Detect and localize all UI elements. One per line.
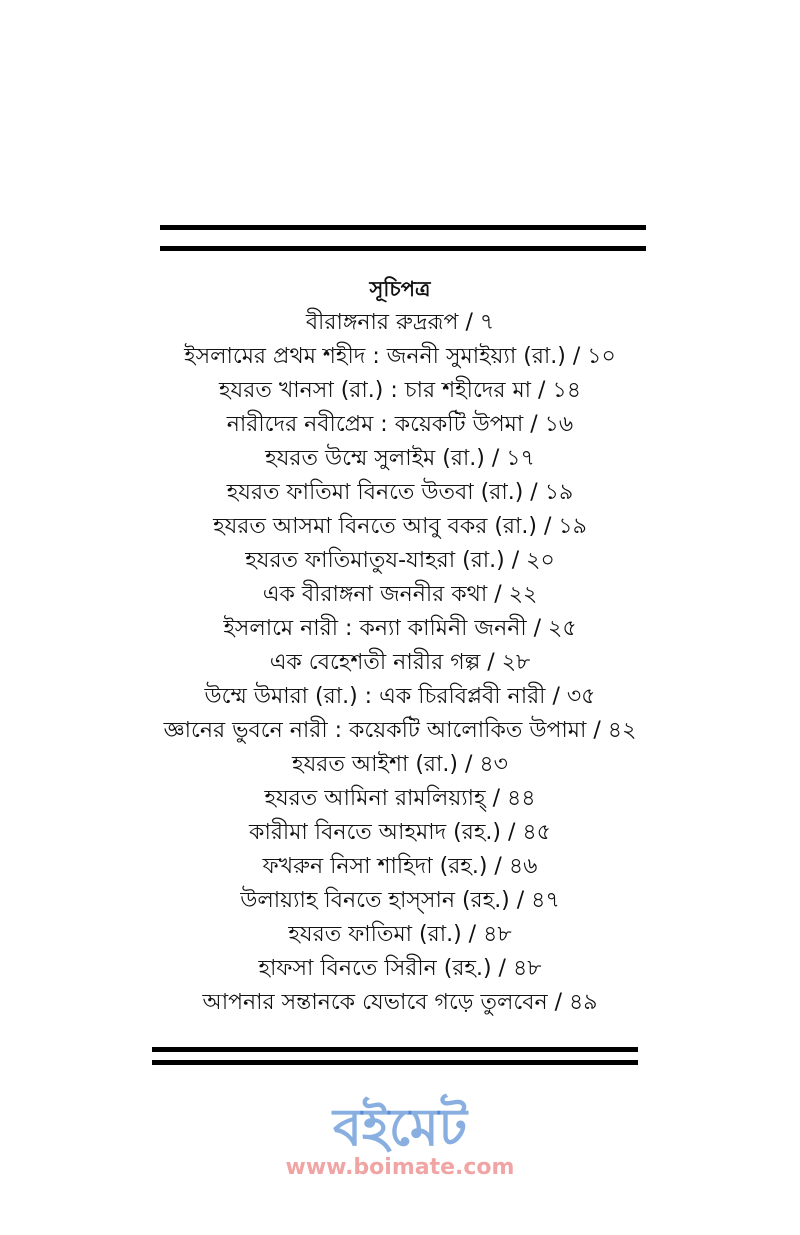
- watermark-url: www.boimate.com: [285, 1155, 515, 1180]
- toc-entry: নারীদের নবীপ্রেম : কয়েকটি উপমা / ১৬: [226, 412, 574, 437]
- top-rule-2: [160, 246, 646, 251]
- toc-entry: কারীমা বিনতে আহমাদ (রহ.) / ৪৫: [249, 820, 551, 845]
- watermark: [285, 1100, 515, 1180]
- toc-entry: জ্ঞানের ভুবনে নারী : কয়েকটি আলোকিত উপামা / ৪২: [163, 718, 637, 743]
- toc-entry: এক বীরাঙ্গনা জননীর কথা / ২২: [262, 582, 538, 607]
- toc-entries: [0, 306, 800, 1020]
- top-rule-1: [160, 225, 646, 230]
- toc-entry: হযরত ফাতিমাতুয-যাহরা (রা.) / ২০: [245, 548, 555, 573]
- toc-entry: ইসলামের প্রথম শহীদ : জননী সুমাইয়্যা (রা.) / ১০: [184, 344, 616, 369]
- toc-entry: হযরত আমিনা রামলিয়্যাহ্ / ৪৪: [264, 786, 536, 811]
- table-of-contents: [0, 272, 800, 1020]
- toc-entry: হযরত উম্মে সুলাইম (রা.) / ১৭: [265, 446, 535, 471]
- toc-entry: হযরত খানসা (রা.) : চার শহীদের মা / ১৪: [219, 378, 581, 403]
- watermark-logo: বইমেট: [332, 1098, 468, 1158]
- toc-entry: হযরত আসমা বিনতে আবু বকর (রা.) / ১৯: [213, 514, 587, 539]
- toc-entry: এক বেহেশতী নারীর গল্প / ২৮: [269, 650, 531, 675]
- toc-entry: উলায়্যাহ বিনতে হাস্‌সান (রহ.) / ৪৭: [240, 888, 560, 913]
- toc-entry: উম্মে উমারা (রা.) : এক চিরবিপ্লবী নারী / ৩৫: [204, 684, 596, 709]
- toc-entry: আপনার সন্তানকে যেভাবে গড়ে তুলবেন / ৪৯: [202, 990, 598, 1015]
- toc-title: সূচিপত্র: [369, 277, 431, 301]
- bottom-rule-2: [152, 1060, 638, 1065]
- toc-entry: হযরত ফাতিমা (রা.) / ৪৮: [288, 922, 512, 947]
- toc-entry: বীরাঙ্গনার রুদ্ররূপ / ৭: [305, 310, 495, 335]
- toc-entry: হাফসা বিনতে সিরীন (রহ.) / ৪৮: [258, 956, 542, 981]
- bottom-rule-1: [152, 1047, 638, 1052]
- toc-entry: হযরত আইশা (রা.) / ৪৩: [292, 752, 508, 777]
- toc-entry: হযরত ফাতিমা বিনতে উতবা (রা.) / ১৯: [226, 480, 574, 505]
- toc-entry: ইসলামে নারী : কন্যা কামিনী জননী / ২৫: [223, 616, 577, 641]
- toc-entry: ফখরুন নিসা শাহিদা (রহ.) / ৪৬: [262, 854, 538, 879]
